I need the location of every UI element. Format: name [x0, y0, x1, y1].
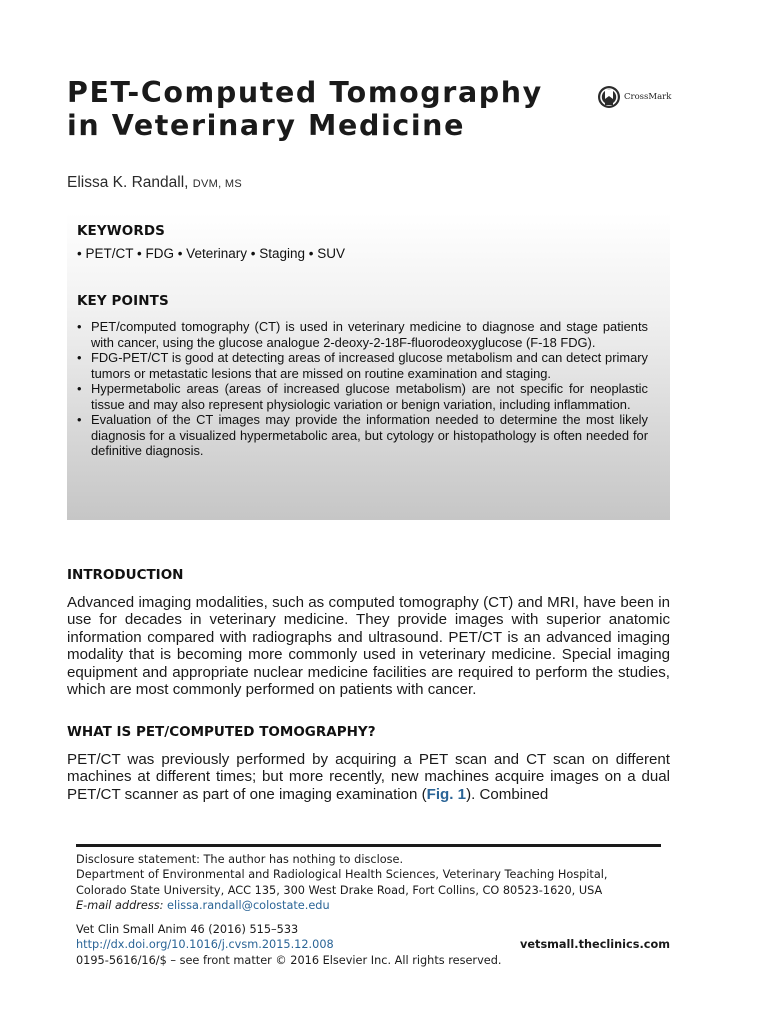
email-link[interactable]: elissa.randall@colostate.edu [167, 899, 330, 913]
crossmark-label: CrossMark [624, 92, 672, 102]
keywords-list: • PET/CT • FDG • Veterinary • Staging • SUV [77, 246, 345, 261]
key-point: • Hypermetabolic areas (areas of increased glucose metabolism) are not specific for neoplastic tissue and may also represent physiologic variation or benign variation, including inflammation. [77, 381, 648, 412]
affiliation-line-2: Colorado State University, ACC 135, 300 West Drake Road, Fort Collins, CO 80523-1620, USA [76, 883, 603, 897]
footer-divider [76, 844, 661, 847]
key-points-heading: KEY POINTS [77, 293, 169, 309]
email-label: E-mail address: [76, 899, 164, 913]
what-is-paragraph [67, 751, 670, 803]
author-credentials: DVM, MS [192, 178, 242, 190]
title-line-2: in Veterinary Medicine [67, 109, 466, 142]
affiliation-line-1: Department of Environmental and Radiological Health Sciences, Veterinary Teaching Hospital, [76, 868, 608, 882]
doi-link[interactable]: http://dx.doi.org/10.1016/j.cvsm.2015.12.008 [76, 938, 334, 952]
key-point: • Evaluation of the CT images may provide the information needed to determine the most likely diagnosis for a visualized hypermetabolic area, but cytology or histopathology is often needed for definitive diagnosis. [77, 412, 648, 459]
crossmark-badge[interactable] [597, 84, 671, 110]
title-line-1: PET-Computed Tomography [67, 76, 543, 109]
introduction-paragraph: Advanced imaging modalities, such as computed tomography (CT) and MRI, have been in use for decades in veterinary medicine. They provide images with superior anatomic information compared with radiographs and ultrasound. PET/CT is an advanced imaging modality that is becoming more commonly used in veterinary medicine. Special imaging equipment and appropriate nuclear medicine facilities are required to perform the studies, which are most commonly performed on patients with cancer. [67, 594, 670, 699]
footer-notes [76, 852, 670, 914]
what-is-text-start: PET/CT was previously performed by acquiring a PET scan and CT scan on different machines at different times; but more recently, new machines acquire images on a dual PET/CT scanner as part of one imaging examination ( [67, 751, 670, 803]
introduction-heading: INTRODUCTION [67, 567, 184, 583]
copyright-line: 0195-5616/16/$ – see front matter © 2016 Elsevier Inc. All rights reserved. [76, 953, 502, 967]
article-title [67, 76, 587, 142]
what-is-heading: WHAT IS PET/COMPUTED TOMOGRAPHY? [67, 724, 376, 740]
citation-line: Vet Clin Small Anim 46 (2016) 515–533 [76, 923, 299, 936]
crossmark-icon [597, 85, 621, 109]
key-point: • PET/computed tomography (CT) is used in veterinary medicine to diagnose and stage patients with cancer, using the glucose analogue 2-deoxy-2-18F-fluorodeoxyglucose (F-18 FDG). [77, 319, 648, 350]
disclosure-statement: Disclosure statement: The author has nothing to disclose. [76, 853, 404, 866]
author-name: Elissa K. Randall, [67, 174, 189, 191]
email-line [76, 898, 670, 913]
keywords-heading: KEYWORDS [77, 223, 165, 239]
figure-1-link[interactable]: Fig. 1 [426, 785, 467, 803]
what-is-text-end: ). Combined [466, 785, 549, 803]
key-point: • FDG-PET/CT is good at detecting areas of increased glucose metabolism and can detect primary tumors or metastatic lesions that are missed on routine examination and staging. [77, 350, 648, 381]
key-points-list [77, 319, 648, 459]
footer-citation [76, 922, 670, 968]
journal-url[interactable]: vetsmall.theclinics.com [520, 938, 670, 952]
abstract-box [67, 213, 670, 520]
author-line [67, 174, 242, 192]
